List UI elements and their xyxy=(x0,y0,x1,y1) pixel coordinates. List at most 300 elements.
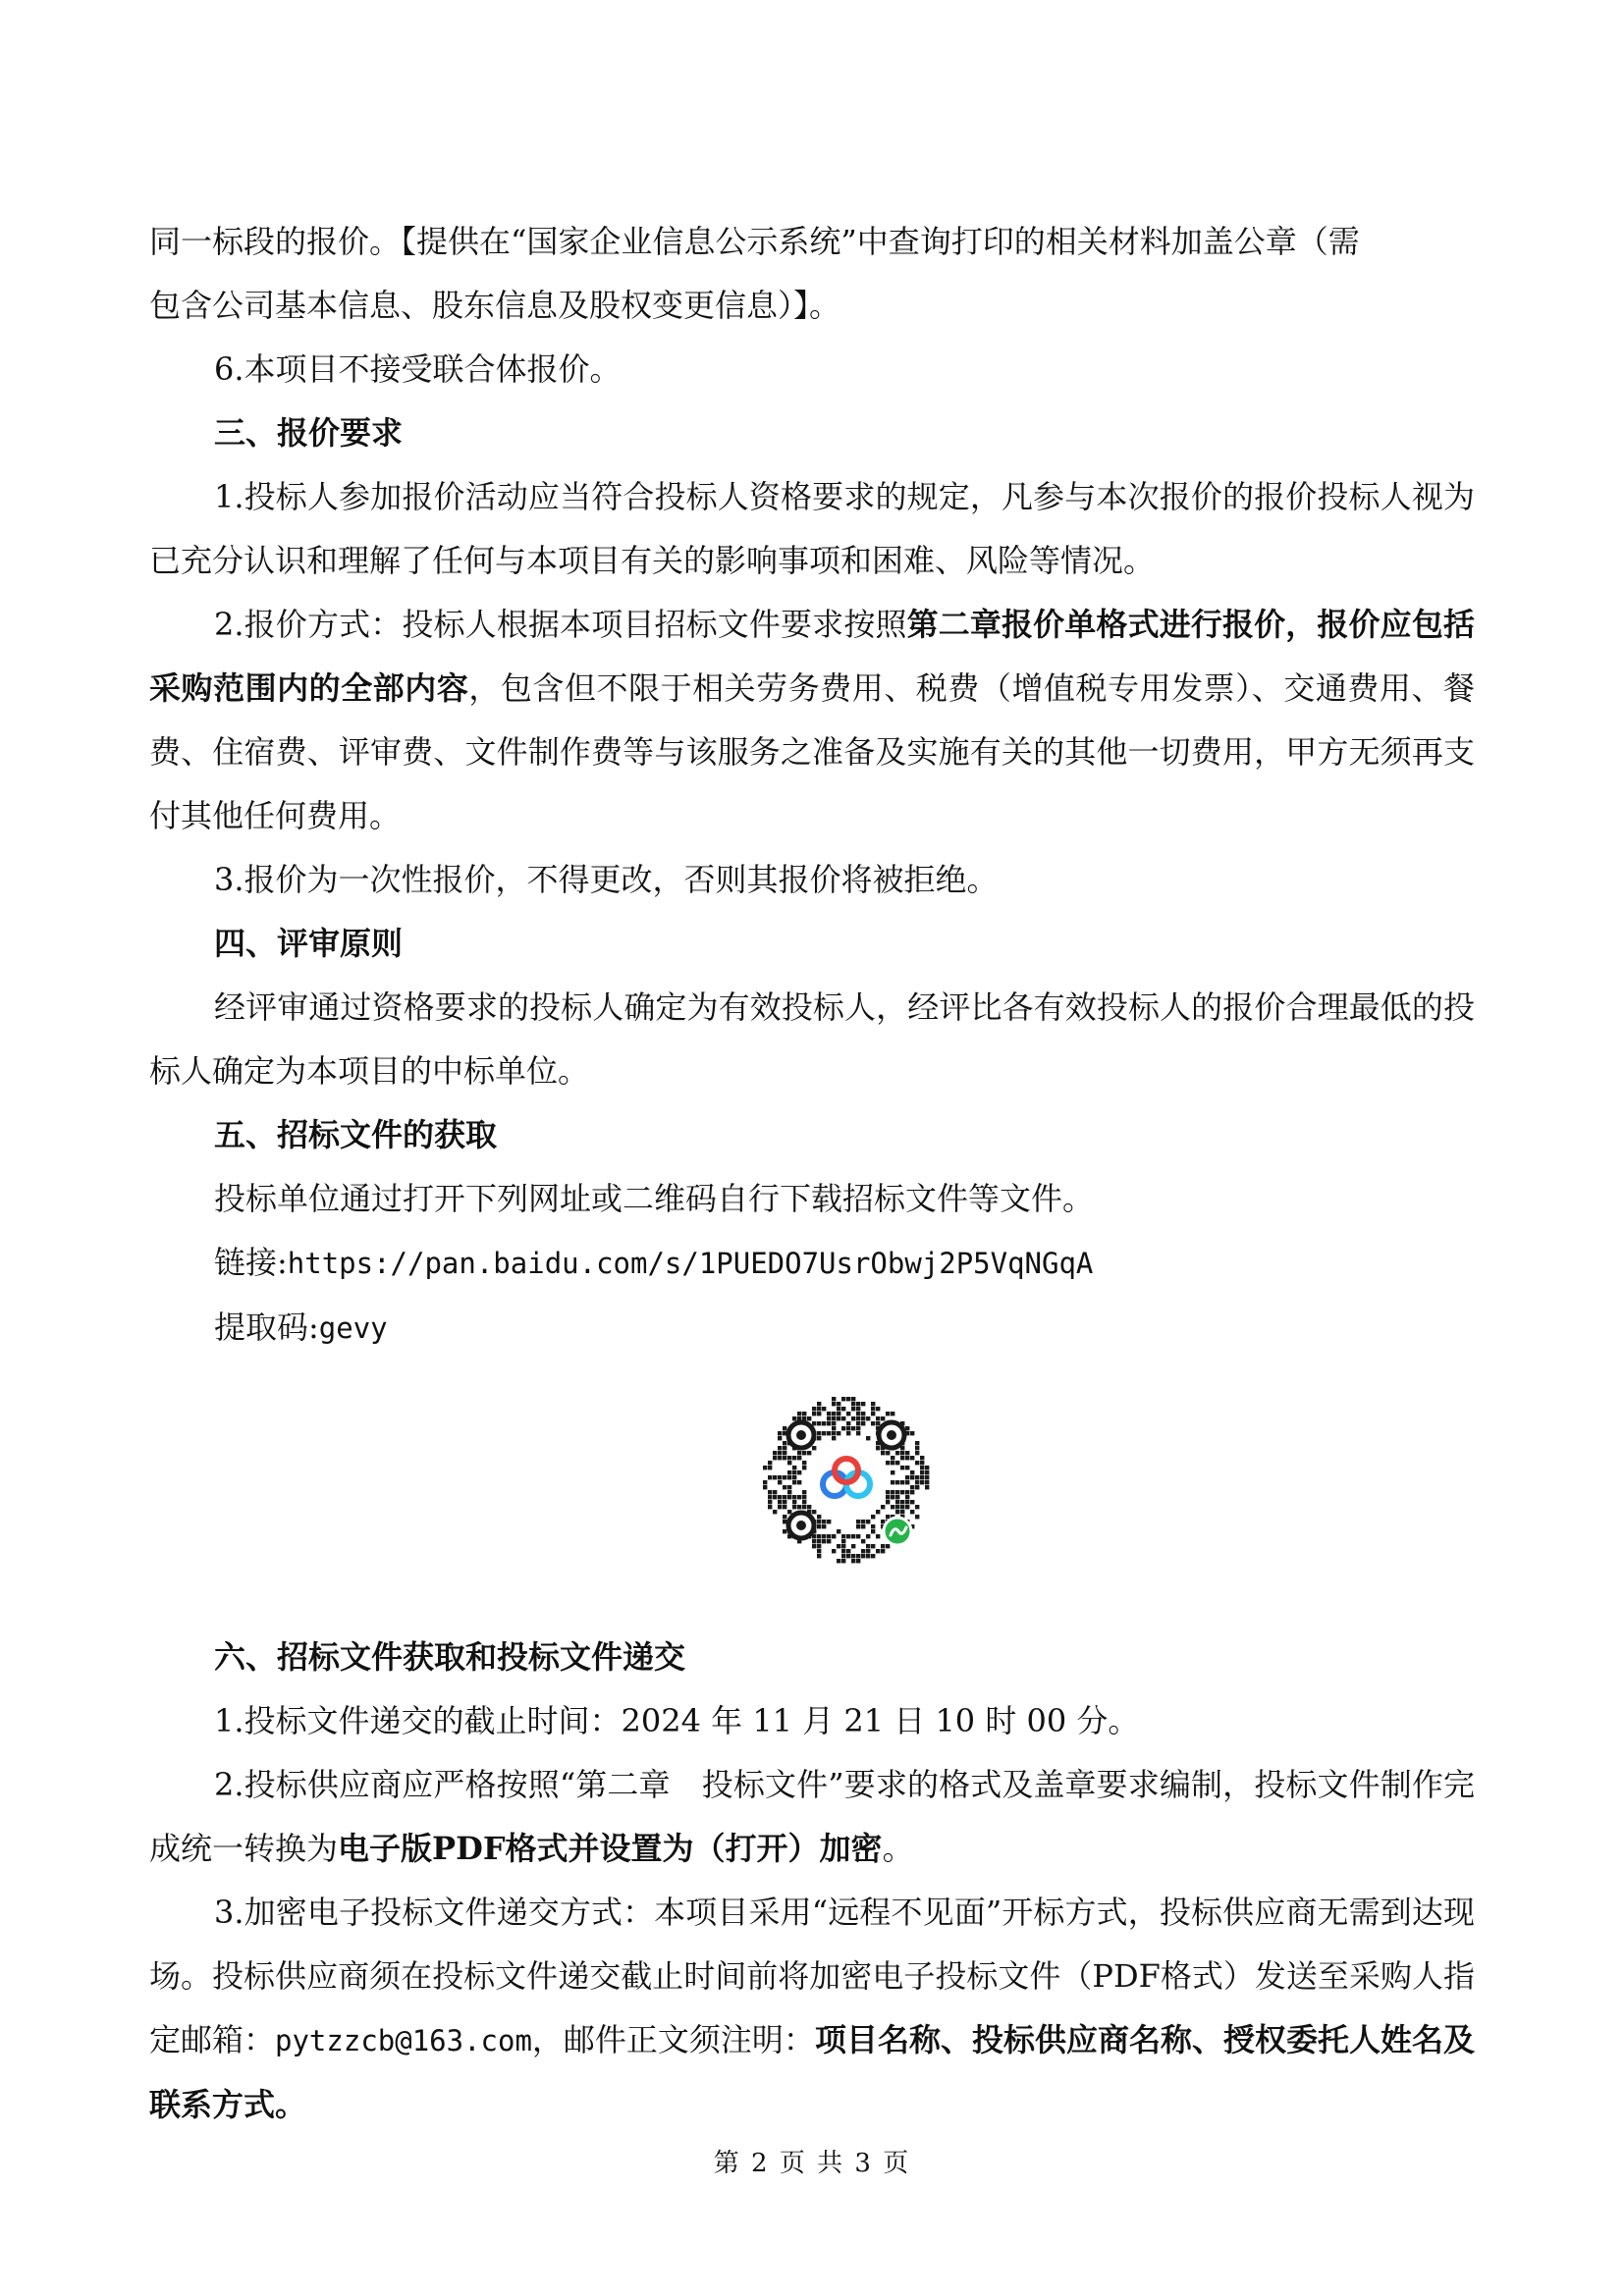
qr-module xyxy=(851,1559,855,1563)
qr-module xyxy=(841,1534,845,1538)
qr-module xyxy=(837,1416,840,1420)
qr-module xyxy=(783,1515,786,1519)
qr-module xyxy=(886,1412,890,1415)
qr-finder-dot xyxy=(796,1521,806,1530)
qr-module xyxy=(900,1456,904,1460)
qr-module xyxy=(891,1412,894,1415)
qr-module xyxy=(920,1456,924,1460)
qr-module xyxy=(837,1412,840,1415)
download-instruction: 投标单位通过打开下列网址或二维码自行下载招标文件等文件。 xyxy=(214,1180,1095,1217)
qr-module xyxy=(895,1495,899,1499)
qr-module xyxy=(783,1495,786,1499)
qr-module xyxy=(905,1466,909,1469)
clause-3-3: 3.报价为一次性报价，不得更改，否则其报价将被拒绝。 xyxy=(214,861,999,898)
qr-module xyxy=(778,1446,782,1450)
bold-text: 托人姓名及联系方式。 xyxy=(149,2021,1475,2123)
qr-module xyxy=(822,1524,826,1528)
qr-module xyxy=(787,1456,791,1460)
qr-module xyxy=(846,1549,850,1553)
qr-module xyxy=(851,1402,855,1406)
qr-module xyxy=(822,1539,826,1543)
paragraph-continuation: 同一标段的报价。【提供在“国家企业信息公示系统”中查询打印的相关材料加盖公章（需 包含公司基本信息、股东信息及股权变更信息）】。 xyxy=(149,223,1360,324)
qr-module xyxy=(827,1520,831,1523)
qr-module xyxy=(807,1505,811,1509)
qr-module xyxy=(856,1412,860,1415)
evaluation-paragraph: 经评审通过资格要求的投标人确定为有效投标人，经评比各有效投标人的报价合理最低的投标人确定为本项目的中标单位。 xyxy=(149,988,1475,1090)
qr-module xyxy=(886,1461,890,1465)
qr-module xyxy=(915,1485,919,1489)
qr-module xyxy=(787,1470,791,1474)
qr-module xyxy=(768,1461,772,1465)
qr-module xyxy=(792,1470,796,1474)
qr-module xyxy=(817,1421,821,1425)
section-heading-3: 三、报价要求 xyxy=(214,414,404,452)
qr-module xyxy=(817,1549,821,1553)
qr-module xyxy=(856,1402,860,1406)
qr-module xyxy=(900,1505,904,1509)
qr-module xyxy=(763,1480,767,1484)
qr-module xyxy=(915,1451,919,1455)
qr-module xyxy=(866,1544,870,1548)
qr-module xyxy=(920,1475,924,1479)
qr-module xyxy=(817,1539,821,1543)
qr-module xyxy=(866,1549,870,1553)
qr-module xyxy=(910,1475,914,1479)
qr-module xyxy=(797,1456,801,1460)
qr-module xyxy=(792,1480,796,1484)
qr-module xyxy=(886,1451,890,1455)
download-link-line: 链接:https://pan.baidu.com/s/1PUEDO7UsrObwj2P5VqNGqA xyxy=(214,1244,1094,1281)
qr-module xyxy=(905,1426,909,1430)
clause-6: 6.本项目不接受联合体报价。 xyxy=(214,350,622,388)
qr-module xyxy=(891,1470,894,1474)
qr-module xyxy=(841,1559,845,1563)
qr-module xyxy=(773,1510,777,1514)
bold-text: 包括采购范围内的全部内容 xyxy=(149,606,1475,707)
qr-module xyxy=(895,1451,899,1455)
qr-module xyxy=(812,1421,816,1425)
clause-3-2: 2.报价方式：投标人根据本项目招标文件要求按照第二章报价单格式进行报价，报价应包括采购范围内的全部内容，包含但不限于相关劳务费用、税费（增值税专用发票）、交通费用、餐费、住宿费、评审费、文件制作费等与该服务之准备及实施有关的其他一切费用，甲方无须再支付其他任何费用。 xyxy=(149,606,1475,834)
qr-module xyxy=(827,1534,831,1538)
qr-module xyxy=(856,1524,860,1528)
qr-module xyxy=(861,1421,865,1425)
qr-module xyxy=(773,1456,777,1460)
qr-module xyxy=(841,1407,845,1411)
qr-module xyxy=(817,1524,821,1528)
qr-module xyxy=(768,1500,772,1504)
qr-module xyxy=(807,1451,811,1455)
qr-module xyxy=(886,1500,890,1504)
qr-module xyxy=(925,1480,929,1484)
qr-module xyxy=(812,1412,816,1415)
qr-module xyxy=(783,1485,786,1489)
qr-module xyxy=(837,1544,840,1548)
qr-module xyxy=(817,1534,821,1538)
qr-module xyxy=(792,1466,796,1469)
qr-module xyxy=(783,1475,786,1479)
qr-module xyxy=(871,1407,875,1411)
qr-module xyxy=(841,1426,845,1430)
qr-finder-dot xyxy=(796,1430,806,1440)
qr-module xyxy=(817,1515,821,1519)
qr-module xyxy=(837,1431,840,1435)
qr-module xyxy=(856,1416,860,1420)
qr-module xyxy=(827,1416,831,1420)
qr-module xyxy=(886,1544,890,1548)
qr-module xyxy=(915,1475,919,1479)
qr-module xyxy=(783,1529,786,1533)
qr-module xyxy=(846,1554,850,1558)
qr-module xyxy=(891,1456,894,1460)
qr-module xyxy=(876,1416,880,1420)
qr-module xyxy=(886,1495,890,1499)
qr-module xyxy=(822,1421,826,1425)
qr-code-icon[interactable] xyxy=(758,1392,935,1569)
qr-module xyxy=(812,1539,816,1543)
qr-module xyxy=(871,1544,875,1548)
qr-module xyxy=(866,1554,870,1558)
qr-module xyxy=(861,1402,865,1406)
qr-module xyxy=(837,1407,840,1411)
qr-module xyxy=(895,1461,899,1465)
qr-module xyxy=(905,1505,909,1509)
qr-module xyxy=(900,1510,904,1514)
qr-module xyxy=(920,1480,924,1484)
qr-module xyxy=(861,1520,865,1523)
qr-module xyxy=(841,1397,845,1401)
qr-module xyxy=(802,1466,806,1469)
qr-module xyxy=(900,1480,904,1484)
qr-module xyxy=(881,1520,885,1523)
qr-module xyxy=(817,1431,821,1435)
qr-code-pattern xyxy=(758,1392,935,1569)
qr-module xyxy=(817,1520,821,1523)
qr-module xyxy=(768,1475,772,1479)
qr-module xyxy=(778,1480,782,1484)
qr-module xyxy=(846,1431,850,1435)
qr-module xyxy=(817,1412,821,1415)
qr-module xyxy=(841,1549,845,1553)
qr-module xyxy=(787,1461,791,1465)
qr-module xyxy=(817,1554,821,1558)
qr-module xyxy=(783,1426,786,1430)
qr-module xyxy=(792,1495,796,1499)
qr-module xyxy=(900,1490,904,1494)
qr-module xyxy=(895,1505,899,1509)
qr-module xyxy=(900,1500,904,1504)
qr-module xyxy=(822,1520,826,1523)
qr-module xyxy=(778,1505,782,1509)
qr-module xyxy=(832,1549,836,1553)
qr-module xyxy=(910,1431,914,1435)
qr-module xyxy=(891,1505,894,1509)
qr-module xyxy=(861,1412,865,1415)
qr-module xyxy=(905,1456,909,1460)
qr-module xyxy=(905,1500,909,1504)
qr-module xyxy=(802,1505,806,1509)
qr-module xyxy=(876,1446,880,1450)
qr-module xyxy=(891,1480,894,1484)
page-footer: 第 2 页 共 3 页 xyxy=(713,2149,911,2178)
download-link[interactable]: https://pan.baidu.com/s/1PUEDO7UsrObwj2P5VqNGqA xyxy=(287,1247,1094,1280)
qr-module xyxy=(797,1470,801,1474)
qr-module xyxy=(856,1407,860,1411)
qr-module xyxy=(861,1539,865,1543)
qr-module xyxy=(861,1554,865,1558)
qr-module xyxy=(900,1451,904,1455)
qr-module xyxy=(891,1461,894,1465)
qr-module xyxy=(851,1407,855,1411)
qr-module xyxy=(832,1431,836,1435)
qr-module xyxy=(905,1490,909,1494)
qr-module xyxy=(778,1451,782,1455)
qr-module xyxy=(802,1495,806,1499)
email-address[interactable]: pytzzcb@163.com xyxy=(275,2024,532,2057)
clause-6-2: 2.投标供应商应严格按照“第二章 投标文件”要求的格式及盖章要求编制，投标文件制作完成统一转换为电子版PDF格式并设置为（打开）加密。 xyxy=(149,1766,1475,1867)
section-heading-6: 六、招标文件获取和投标文件递交 xyxy=(214,1638,686,1676)
qr-module xyxy=(802,1461,806,1465)
qr-module xyxy=(895,1490,899,1494)
qr-module xyxy=(837,1529,840,1533)
qr-module xyxy=(832,1436,836,1440)
qr-module xyxy=(812,1446,816,1450)
qr-module xyxy=(802,1451,806,1455)
qr-module xyxy=(832,1421,836,1425)
qr-module xyxy=(812,1544,816,1548)
qr-module xyxy=(778,1431,782,1435)
qr-module xyxy=(773,1475,777,1479)
qr-module xyxy=(832,1534,836,1538)
qr-module xyxy=(876,1534,880,1538)
qr-module xyxy=(851,1534,855,1538)
qr-module xyxy=(886,1490,890,1494)
qr-module xyxy=(915,1441,919,1445)
qr-module xyxy=(773,1495,777,1499)
bold-text: 第二章报价单格式进行报价，报价应 xyxy=(906,606,1412,643)
qr-module xyxy=(876,1421,880,1425)
qr-module xyxy=(851,1544,855,1548)
qr-code-area xyxy=(149,1361,1475,1626)
qr-module xyxy=(856,1534,860,1538)
qr-module xyxy=(822,1431,826,1435)
qr-module xyxy=(920,1470,924,1474)
qr-module xyxy=(827,1431,831,1435)
qr-module xyxy=(832,1416,836,1420)
qr-module xyxy=(778,1436,782,1440)
qr-module xyxy=(881,1549,885,1553)
qr-module xyxy=(871,1529,875,1533)
qr-module xyxy=(792,1500,796,1504)
qr-module xyxy=(832,1426,836,1430)
qr-module xyxy=(783,1446,786,1450)
qr-module xyxy=(881,1544,885,1548)
qr-module xyxy=(787,1490,791,1494)
qr-module xyxy=(871,1554,875,1558)
qr-module xyxy=(905,1475,909,1479)
qr-module xyxy=(827,1539,831,1543)
section-heading-5: 五、招标文件的获取 xyxy=(214,1116,498,1153)
qr-module xyxy=(763,1485,767,1489)
qr-module xyxy=(891,1490,894,1494)
qr-module xyxy=(763,1466,767,1469)
qr-module xyxy=(812,1407,816,1411)
qr-module xyxy=(895,1500,899,1504)
extraction-code: gevy xyxy=(318,1311,388,1345)
qr-module xyxy=(768,1466,772,1469)
clause-3-1: 1.投标人参加报价活动应当符合投标人资格要求的规定，凡参与本次报价的报价投标人视为已充分认识和理解了任何与本项目有关的影响事项和困难、风险等情况。 xyxy=(149,478,1475,579)
qr-module xyxy=(915,1461,919,1465)
qr-module xyxy=(871,1524,875,1528)
qr-module xyxy=(802,1500,806,1504)
qr-module xyxy=(905,1480,909,1484)
section-heading-4: 四、评审原则 xyxy=(214,925,404,962)
qr-module xyxy=(866,1416,870,1420)
qr-module xyxy=(783,1500,786,1504)
qr-module xyxy=(797,1480,801,1484)
qr-module xyxy=(792,1505,796,1509)
qr-module xyxy=(841,1544,845,1548)
qr-module xyxy=(866,1436,870,1440)
qr-module xyxy=(851,1426,855,1430)
qr-module xyxy=(910,1470,914,1474)
qr-module xyxy=(866,1520,870,1523)
qr-module xyxy=(910,1485,914,1489)
qr-module xyxy=(832,1412,836,1415)
qr-module xyxy=(905,1451,909,1455)
qr-module xyxy=(787,1475,791,1479)
qr-module xyxy=(876,1510,880,1514)
qr-module xyxy=(846,1421,850,1425)
qr-module xyxy=(851,1397,855,1401)
qr-module xyxy=(915,1505,919,1509)
qr-module xyxy=(787,1510,791,1514)
qr-module xyxy=(910,1510,914,1514)
qr-module xyxy=(787,1495,791,1499)
qr-module xyxy=(797,1412,801,1415)
qr-module xyxy=(886,1515,890,1519)
qr-module xyxy=(915,1446,919,1450)
qr-module xyxy=(797,1495,801,1499)
qr-module xyxy=(846,1534,850,1538)
qr-module xyxy=(827,1421,831,1425)
qr-module xyxy=(827,1412,831,1415)
qr-module xyxy=(783,1505,786,1509)
qr-module xyxy=(881,1505,885,1509)
qr-module xyxy=(871,1402,875,1406)
qr-module xyxy=(876,1407,880,1411)
qr-module xyxy=(910,1490,914,1494)
qr-module xyxy=(856,1431,860,1435)
qr-module xyxy=(768,1505,772,1509)
qr-module xyxy=(925,1470,929,1474)
qr-module xyxy=(920,1466,924,1469)
qr-module xyxy=(910,1456,914,1460)
qr-module xyxy=(787,1485,791,1489)
qr-module xyxy=(915,1480,919,1484)
qr-module xyxy=(792,1475,796,1479)
qr-module xyxy=(856,1559,860,1563)
qr-module xyxy=(783,1456,786,1460)
qr-module xyxy=(861,1549,865,1553)
qr-module xyxy=(783,1441,786,1445)
qr-module xyxy=(837,1402,840,1406)
qr-module xyxy=(920,1461,924,1465)
qr-module xyxy=(905,1495,909,1499)
qr-module xyxy=(910,1500,914,1504)
qr-module xyxy=(797,1451,801,1455)
qr-module xyxy=(871,1412,875,1415)
qr-module xyxy=(792,1416,796,1420)
bold-text: 项目名称、投标供应商名称、授权委 xyxy=(814,2021,1318,2058)
qr-module xyxy=(817,1402,821,1406)
qr-module xyxy=(871,1421,875,1425)
qr-module xyxy=(900,1466,904,1469)
qr-module xyxy=(797,1505,801,1509)
qr-finder-dot xyxy=(887,1430,896,1440)
qr-module xyxy=(861,1524,865,1528)
qr-module xyxy=(832,1402,836,1406)
qr-module xyxy=(925,1466,929,1469)
qr-module xyxy=(792,1456,796,1460)
qr-module xyxy=(817,1436,821,1440)
qr-module xyxy=(925,1485,929,1489)
extraction-code-line: 提取码:gevy xyxy=(214,1308,388,1346)
bold-text: 电子版PDF格式并设置为（打开）加密 xyxy=(338,1830,883,1867)
qr-module xyxy=(778,1495,782,1499)
qr-module xyxy=(778,1456,782,1460)
qr-module xyxy=(881,1416,885,1420)
qr-module xyxy=(856,1554,860,1558)
qr-module xyxy=(861,1416,865,1420)
qr-module xyxy=(807,1416,811,1420)
qr-module xyxy=(778,1475,782,1479)
qr-module xyxy=(841,1554,845,1558)
qr-module xyxy=(856,1421,860,1425)
qr-module xyxy=(856,1426,860,1430)
qr-module xyxy=(841,1416,845,1420)
qr-module xyxy=(837,1559,840,1563)
qr-module xyxy=(802,1490,806,1494)
qr-module xyxy=(876,1549,880,1553)
qr-module xyxy=(812,1510,816,1514)
qr-module xyxy=(895,1510,899,1514)
qr-module xyxy=(768,1490,772,1494)
clause-6-3: 3.加密电子投标文件递交方式：本项目采用“远程不见面”开标方式，投标供应商无需到达现场。投标供应商须在投标文件递交截止时间前将加密电子投标文件（PDF格式）发送至采购人指定邮箱：pytzzcb@163.com，邮件正文须注明：项目名称、投标供应商名称、授权委托人姓名及联系方式。 xyxy=(149,1894,1475,2123)
qr-module xyxy=(768,1495,772,1499)
qr-module xyxy=(881,1451,885,1455)
qr-module xyxy=(895,1480,899,1484)
qr-module xyxy=(817,1544,821,1548)
qr-module xyxy=(773,1451,777,1455)
qr-module xyxy=(822,1534,826,1538)
qr-module xyxy=(846,1397,850,1401)
clause-6-1: 1.投标文件递交的截止时间：2024 年 11 月 21 日 10 时 00 分。 xyxy=(214,1702,1140,1739)
qr-module xyxy=(817,1407,821,1411)
qr-module xyxy=(866,1534,870,1538)
document-body xyxy=(149,210,1475,2137)
qr-module xyxy=(783,1451,786,1455)
qr-module xyxy=(871,1515,875,1519)
qr-module xyxy=(925,1475,929,1479)
qr-module xyxy=(856,1520,860,1523)
qr-module xyxy=(773,1490,777,1494)
qr-module xyxy=(841,1539,845,1543)
qr-module xyxy=(846,1412,850,1415)
qr-module xyxy=(851,1554,855,1558)
qr-module xyxy=(832,1397,836,1401)
qr-module xyxy=(851,1416,855,1420)
qr-module xyxy=(915,1515,919,1519)
